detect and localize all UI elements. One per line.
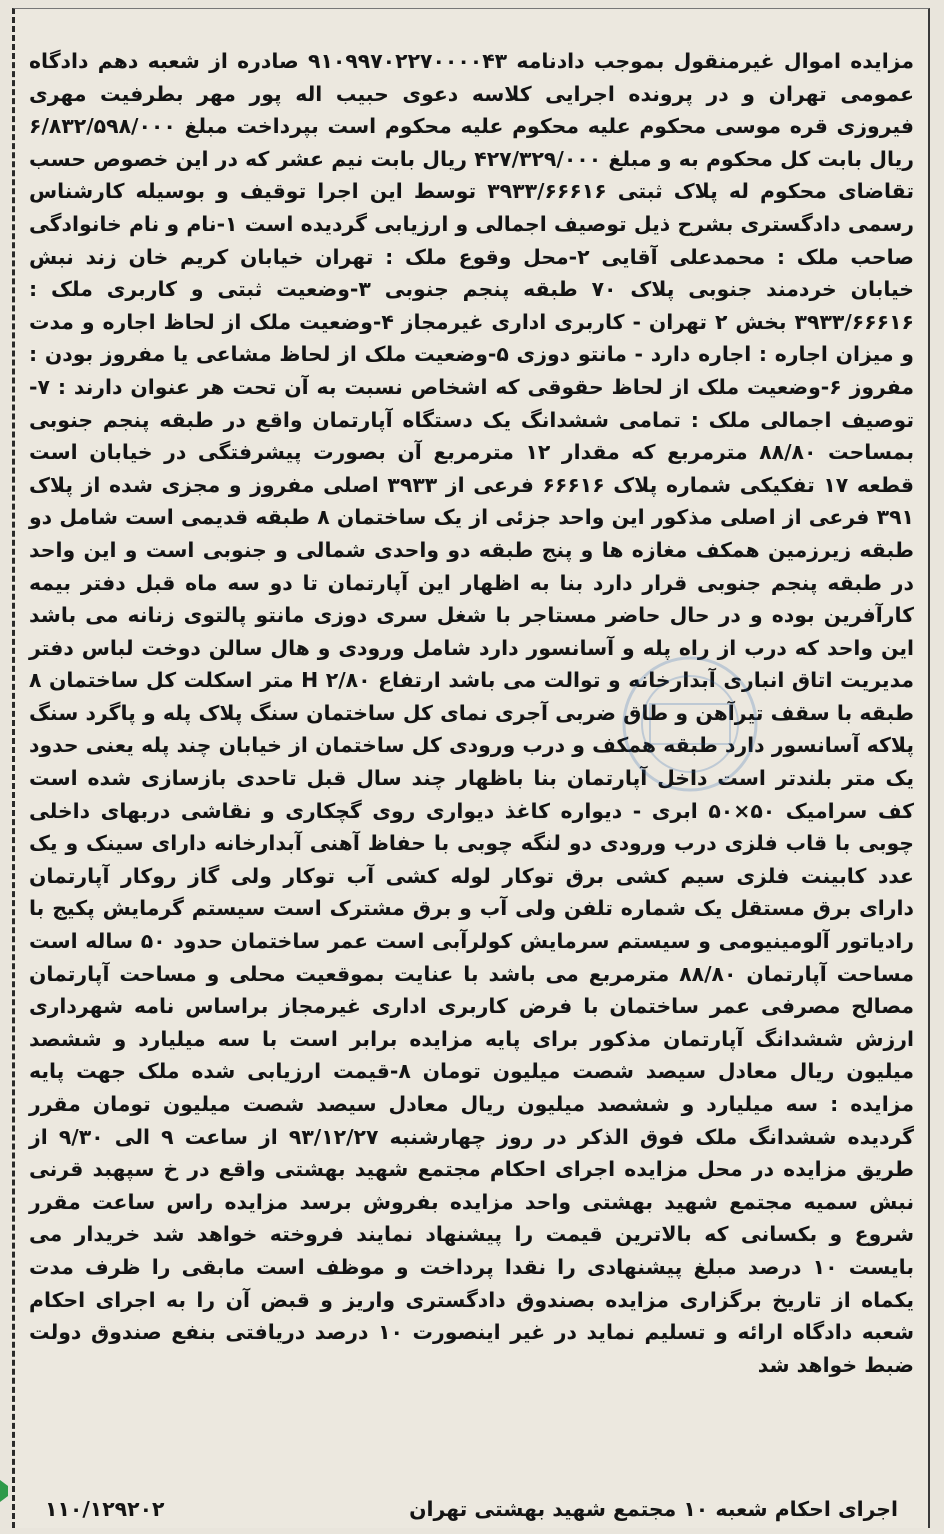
reference-number: ۱۱۰/۱۲۹۲۰۲ xyxy=(45,1497,165,1521)
edge-tab-icon xyxy=(0,1480,10,1502)
notice-footer xyxy=(45,1497,898,1529)
notice-body-text: مزایده اموال غیرمنقول بموجب دادنامه ۹۱۰۹۹۷۰۲۲۷۰۰۰۰۴۳ صادره از شعبه دهم دادگاه عمومی تهران و در پرونده اجرایی کلاسه دعوی حبیب اله پور مهر بطرفیت مهری فیروزی قره موسی محکوم علیه محکوم علیه محکوم است بپرداخت مبلغ ۶/۸۳۲/۵۹۸/۰۰۰ ریال بابت کل محکوم به و مبلغ ۴۲۷/۳۲۹/۰۰۰ ریال بابت نیم عشر که در این خصوص حسب تقاضای محکوم له پلاک ثبتی ۳۹۳۳/۶۶۶۱۶ توسط این اجرا توقیف و بوسیله کارشناس رسمی دادگستری بشرح ذیل توصیف اجمالی و ارزیابی گردیده است ۱-نام و نام خانوادگی صاحب ملک : محمدعلی آقایی ۲-محل وقوع ملک : تهران خیابان کریم خان زند نبش خیابان خردمند جنوبی پلاک ۷۰ طبقه پنجم جنوبی ۳-وضعیت ثبتی و کاربری ملک : ۳۹۳۳/۶۶۶۱۶ بخش ۲ تهران - کاربری اداری غیرمجاز ۴-وضعیت ملک از لحاظ اجاره و مدت و میزان اجاره : اجاره دارد - مانتو دوزی ۵-وضعیت ملک از لحاظ مشاعی یا مفروز بودن : مفروز ۶-وضعیت ملک از لحاظ حقوقی که اشخاص نسبت به آن تحت هر عنوان دارند : ۷-توصیف اجمالی ملک : تمامی ششدانگ یک دستگاه آپارتمان واقع در طبقه پنجم جنوبی بمساحت ۸۸/۸۰ مترمربع که مقدار ۱۲ مترمربع آن بصورت پیشرفتگی در خیابان است قطعه ۱۷ تفکیکی شماره پلاک ۶۶۶۱۶ فرعی از ۳۹۳۳ اصلی مفروز و مجزی شده از پلاک ۳۹۱ فرعی از اصلی مذکور این واحد جزئی از یک ساختمان ۸ طبقه قدیمی است شامل دو طبقه زیرزمین همکف مغازه ها و پنج طبقه دو واحدی شمالی و جنوبی است و این واحد در طبقه پنجم جنوبی قرار دارد بنا به اظهار این آپارتمان تا دو سه ماه قبل دفتر بیمه کارآفرین بوده و در حال حاضر مستاجر با شغل سری دوزی مانتو پالتوی زنانه می باشد این واحد که درب از راه پله و آسانسور دارد شامل ورودی و هال سالن دوخت لباس دفتر مدیریت اتاق انباری آبدارخانه و توالت می باشد ارتفاع ۲/۸۰ H متر اسکلت کل ساختمان ۸ طبقه با سقف تیرآهن و طاق ضربی آجری نمای کل ساختمان سنگ پلاک پله و پاگرد سنگ پلاکه آسانسور دارد طبقه همکف و درب ورودی کل ساختمان از خیابان چند پله یعنی حدود یک متر بلندتر است داخل آپارتمان بنا باظهار چند سال قبل تاحدی بازسازی شده است کف سرامیک ۵۰×۵۰ ابری - دیواره کاغذ دیواری روی گچکاری و نقاشی دربهای داخلی چوبی با قاب فلزی درب ورودی دو لنگه چوبی با حفاظ آهنی آبدارخانه دارای سینک و یک عدد کابینت فلزی سیم کشی برق توکار لوله کشی آب توکار ولی گاز روکار آپارتمان دارای برق مستقل یک شماره تلفن ولی آب و برق مشترک است سیستم گرمایش پکیج با رادیاتور آلومینیومی و سیستم سرمایش کولرآبی است عمر ساختمان حدود ۵۰ ساله است مساحت آپارتمان ۸۸/۸۰ مترمربع می باشد با عنایت بموقعیت محلی و مساحت آپارتمان مصالح مصرفی عمر ساختمان با فرض کاربری اداری غیرمجاز براساس نامه شهرداری ارزش ششدانگ آپارتمان مذکور برای پایه مزایده برابر است با سه میلیارد و ششصد میلیون ریال معادل سیصد شصت میلیون تومان ۸-قیمت ارزیابی شده ملک جهت پایه مزایده : سه میلیارد و ششصد میلیون ریال معادل سیصد شصت میلیون تومان مقرر گردیده ششدانگ ملک فوق الذکر در روز چهارشنبه ۹۳/۱۲/۲۷ از ساعت ۹ الی ۹/۳۰ از طریق مزایده در محل مزایده اجرای احکام مجتمع شهید بهشتی واقع در خ سپهبد قرنی نبش سمیه مجتمع شهید بهشتی واحد مزایده بفروش برسد مزایده راس ساعت مقرر شروع و بکسانی که بالاترین قیمت را پیشنهاد نمایند فروخته خواهد شد خریدار می بایست ۱۰ درصد مبلغ پیشنهادی را نقدا پرداخت و موظف است مابقی را ظرف مدت یکماه از تاریخ برگزاری مزایده بصندوق دادگستری واریز و قبض آن را به اجرای احکام شعبه دادگاه ارائه و تسلیم نماید در غیر اینصورت ۱۰ درصد دریافتی بنفع صندوق دولت ضبط خواهد شد xyxy=(29,49,915,1377)
issuing-office: اجرای احکام شعبه ۱۰ مجتمع شهید بهشتی تهران xyxy=(409,1497,898,1521)
auction-notice xyxy=(12,8,930,1528)
